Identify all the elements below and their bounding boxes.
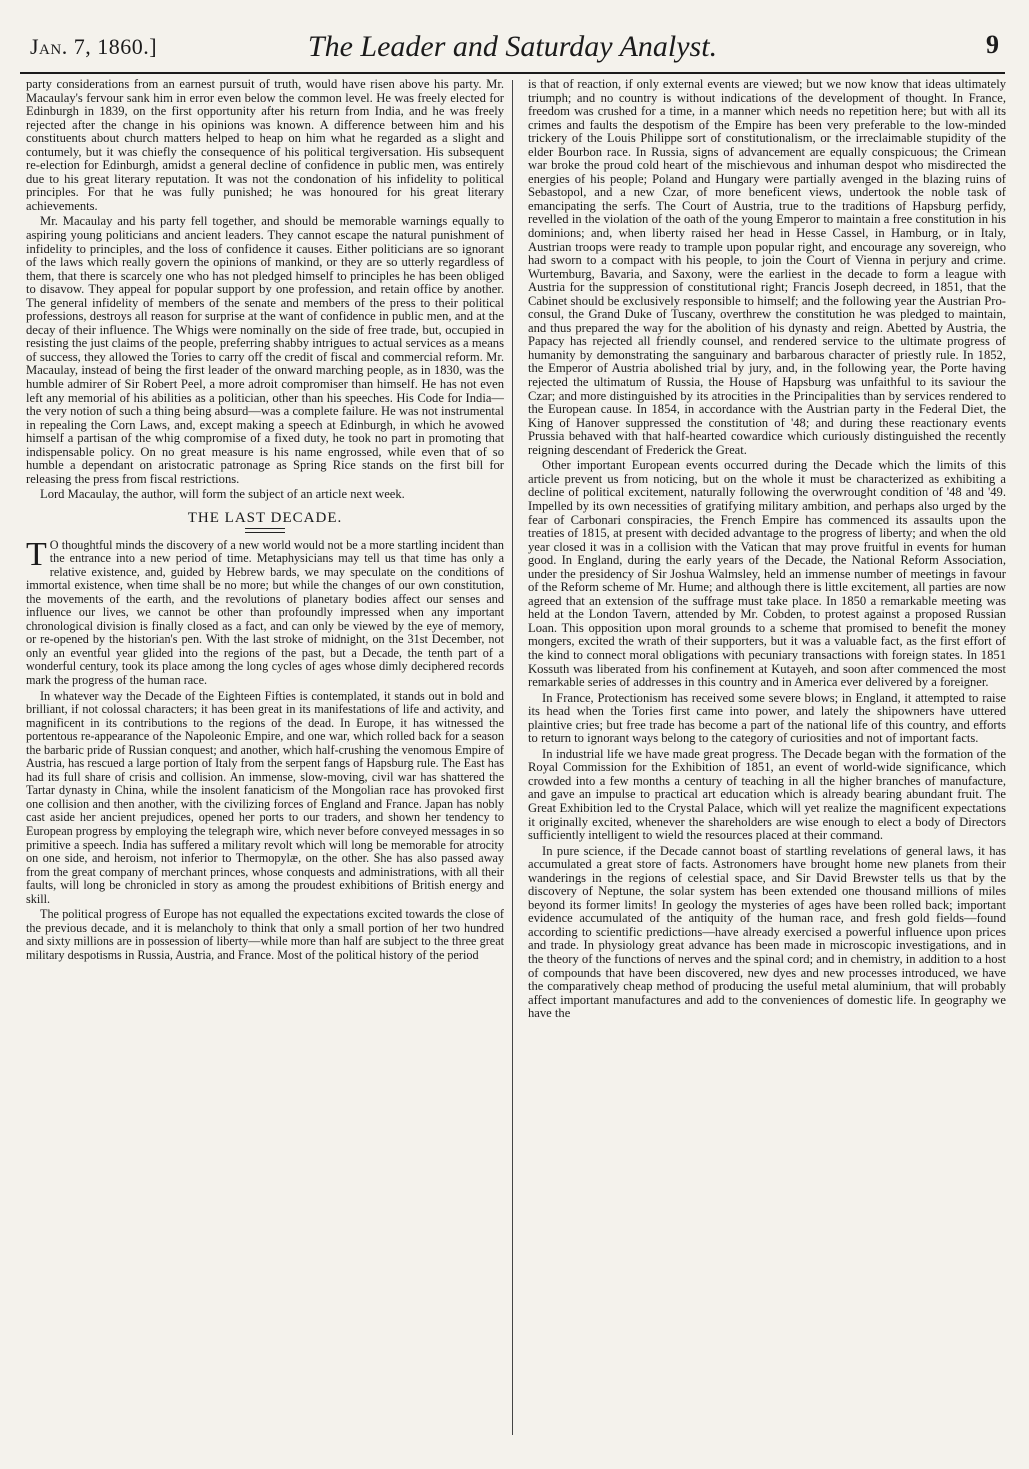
section-divider	[245, 528, 285, 533]
paragraph: In whatever way the Decade of the Eighteen Fifties is contemplated, it stands out in bold and brilliant, if not colossal characters; it has been great in its manifestations of life and activity, and magnificent in its contributions to the regions of the dead. In Europe, it has witnessed the portentous re-appearance of the Napoleonic Empire, and one war, which rolled back for a season the barbaric pride of Russian conquest; and another, which half-crushing the venomous Empire of Austria, has rescued a large portion of Italy from the serpent fangs of Hapsburg rule. The East has had its full share of crisis and collision. An immense, slow-moving, civil war has shattered the Tartar dynasty in China, while the insolent fanaticism of the Mongolian race has provoked first one collision and then another, with the civilizing forces of England and France. Japan has nobly cast aside her ancient prejudices, opened her ports to our traders, and shown her tendency to European progress by employing the telegraph wire, which never before conveyed messages in so primitive a speech. India has suffered a military revolt which will long be memorable for atrocity on one side, and heroism, not inferior to Thermopylæ, on the other. She has also passed away from the great company of merchant princes, whose conquests and administrations, with all their faults, will long be chronicled in story as among the proudest exhibitions of British energy and skill.	[26, 688, 504, 906]
paragraph: The political progress of Europe has not equalled the expectations excited towards the close of the previous decade, and it is melancholy to think that only a small portion of her two hundred and sixty millions are in possession of liberty—while more than half are subject to the three great military despotisms in Russia, Austria, and France. Most of the political history of the period	[26, 907, 504, 962]
left-column	[26, 78, 504, 1438]
column-divider	[512, 80, 513, 1435]
paragraph: is that of reaction, if only external events are viewed; but we now know that ideas ultimately triumph; and no country is without indications of the development of thought. In France, freedom was crushed for a time, in a manner which needs no repetition here; but with all its crimes and faults the despotism of the Empire has been very preferable to the low-minded trickery of the Louis Philippe sort of constitutionalism, or the irreclaimable stupidity of the elder Bourbon race. In Russia, signs of advancement are equally conspicuous; the Crimean war broke the proud cold heart of the mischievous and inhuman despot who misdirected the energies of his people; Poland and Hungary were partially avenged in the blazing ruins of Sebastopol, and a new Czar, of more beneficent views, undertook the noble task of emancipating the serfs. The Court of Austria, true to the traditions of Hapsburg perfidy, revelled in the violation of the oath of the young Emperor to maintain a free constitution in his dominions; and, when liberty raised her head in Hesse Cassel, in Hamburg, or in Italy, Austrian troops were ready to trample upon popular right, and encourage any sovereign, who had sworn to a compact with his people, to join the Court of Vienna in perjury and crime. Wurtemburg, Bavaria, and Saxony, were the earliest in the decade to form a league with Austria for the suppression of constitutional right; Francis Joseph decreed, in 1851, that the Cabinet should be exclusively responsible to himself; and the following year the Austrian Pro-consul, the Grand Duke of Tuscany, overthrew the constitution he was pledged to maintain, and thus prepared the way for the abolition of his dynasty and reign. Abetted by Austria, the Papacy has rejected all friendly counsel, and rendered service to the ultimate progress of humanity by demonstrating the sanguinary and barbarous character of priestly rule. In 1852, the Emperor of Austria abolished trial by jury, and, in the following year, the Porte having rejected the ultimatum of Russia, the House of Hapsburg was unfaithful to its saviour the Czar; and more distinguished by its atrocities in the Principalities than by services rendered to the European cause. In 1854, in accordance with the Austrian party in the Federal Diet, the King of Hanover suppressed the constitution of '48; and during these reactionary events Prussia behaved with that half-hearted cowardice which curiously distinguished the recently reigning descendant of Frederick the Great.	[528, 78, 1006, 457]
paragraph-text: O thoughtful minds the discovery of a new world would not be a more startling incident than the entrance into a new period of time. Metaphysicians may tell us that time has only a relative existence, and, guided by Hebrew bards, we may speculate on the conditions of immortal existence, when time shall be no more; but while the changes of our own constitution, the movements of the earth, and the revolutions of planetary bodies affect our senses and influence our lives, we cannot be other than profoundly impressed when any important chronological division is finally closed as a fact, and can only be viewed by the eye of memory, or re-opened by the historian's pen. With the last stroke of midnight, on the 31st December, not only an eventful year glided into the regions of the past, but a Decade, the tenth part of a wonderful century, took its place among the long cycles of ages whose dimly deciphered records mark the progress of the human race.	[26, 537, 504, 687]
issue-date: Jan. 7, 1860.]	[30, 34, 158, 59]
paragraph: In industrial life we have made great progress. The Decade began with the formation of the Royal Commission for the Exhibition of 1851, an event of world-wide significance, which crowded into a few months a century of teaching in all the higher branches of manufacture, and gave an impulse to practical art education which is already bearing abundant fruit. The Great Exhibition led to the Crystal Palace, which will yet realize the magnificent expectations it originally excited, whenever the shareholders are wise enough to elect a body of Directors sufficiently intelligent to wield the resources placed at their command.	[528, 746, 1006, 843]
paragraph: In France, Protectionism has received some severe blows; in England, it attempted to raise its head when the Tories first came into power, and lately the shipowners have uttered plaintive cries; but free trade has become a part of the national life of this country, and efforts to return to ignorant ways belong to the category of curiosities and not of important facts.	[528, 690, 1006, 746]
page-number: 9	[986, 30, 999, 59]
paragraph	[26, 535, 504, 688]
drop-cap: T	[26, 535, 47, 573]
paragraph: Lord Macaulay, the author, will form the subject of an article next week.	[40, 487, 405, 502]
paragraph: Mr. Macaulay and his party fell together, and should be memorable warnings equally to aspiring young politicians and ancient leaders. They cannot escape the natural punishment of infidelity to principles, and the loss of confidence it causes. Either politicians are so ignorant of the laws which really govern the opinions of mankind, or they are so utterly regardless of them, that there is scarcely one who has not pledged himself to principles he has been obliged to disavow. They appeal for popular support by one profession, and retain office by another. The general infidelity of members of the senate and members of the press to their political professions, destroys all reason for surprise at the want of confidence in public men, and at the decay of their influence. The Whigs were nominally on the side of free trade, but, occupied in resisting the just claims of the people, preferring shabby intrigues to actual services as a means of success, they allowed the Tories to carry off the credit of fiscal and commercial reform. Mr. Macaulay, instead of being the first leader of the onward marching people, as in 1830, was the humble admirer of Sir Robert Peel, a more adroit compromiser than himself. He has not even left any memorial of his abilities as a politician, other than his speeches. His Code for India—the very notion of such a thing being absurd—was a complete failure. He was not instrumental in repealing the Corn Laws, and, except making a speech at Edinburgh, in which he avowed himself a partisan of the whig compromise of a fixed duty, he took no part in promoting that indispensable policy. On no great measure is his name engrossed, while even that of so humble a dependant on aristocratic patronage as Spring Rice stands on the first bill for releasing the press from fiscal restrictions.	[26, 214, 504, 486]
paragraph: Other important European events occurred during the Decade which the limits of this article prevent us from noticing, but on the whole it must be characterized as exhibiting a decline of political excitement, naturally following the overwrought condition of '48 and '49. Impelled by its own necessities of gratifying military ambition, and perhaps also urged by the fear of Carbonari conspiracies, the French Empire has commenced its assaults upon the treaties of 1815, at present with decided advantage to the progress of liberty; and when the old year closed it was in a collision with the Vatican that may prove fruitful in events for human good. In England, during the early years of the Decade, the National Reform Association, under the presidency of Sir Joshua Walmsley, held an immense number of meetings in favour of the Reform scheme of Mr. Hume; and although there is little excitement, all parties are now agreed that an extension of the suffrage must take place. In 1850 a remarkable meeting was held at the London Tavern, attended by Mr. Cobden, to protest against a proposed Russian Loan. This opposition upon moral grounds to a scheme that promised to benefit the money mongers, excited the wrath of their supporters, but it was a valuable fact, as the first effort of the kind to connect moral obligations with pecuniary transactions with foreign states. In 1851 Kossuth was liberated from his confinement at Kutayeh, and soon after commenced the most remarkable series of addresses in this country and in America ever delivered by a foreigner.	[528, 458, 1006, 690]
paragraph: party considerations from an earnest pursuit of truth, would have risen above his party. Mr. Macaulay's fervour sank him in error even below the common level. He was freely elected for Edinburgh in 1839, on the first opportunity after his return from India, and he was freely rejected after the change in his opinions was known. A difference between him and his constituents about church matters helped to heap on him what he regarded as a slight and contumely, but it was chiefly the consequence of his political tergiversation. His subsequent re-election for Edinburgh, amidst a general decline of confidence in public men, was entirely due to his great literary reputation. It was not the condonation of his infidelity to political principles. For that he was fully punished; he was honoured for his great literary achievements.	[26, 78, 504, 213]
paragraph: In pure science, if the Decade cannot boast of startling revelations of general laws, it has accumulated a great store of facts. Astronomers have brought home new planets from their wanderings in the regions of celestial space, and Sir David Brewster tells us that by the discovery of Neptune, the solar system has been extended one thousand millions of miles beyond its former limits! In geology the mysteries of ages have been rolled back; important evidence accumulated of the antiquity of the human race, and fresh gold fields—found according to scientific predictions—have already exercised a powerful influence upon prices and trade. In physiology great advance has been made in microscopic investigations, and in the theory of the functions of nerves and the spinal cord; and in chemistry, in addition to a host of compounds that have been discovered, new dyes and new processes introduced, we have the comparatively cheap method of producing the useful metal aluminium, that will probably affect important manufactures and add to the conveniences of domestic life. In geography we have the	[528, 843, 1006, 1021]
section-title: THE LAST DECADE.	[187, 509, 343, 526]
right-column	[528, 78, 1006, 1438]
publication-title: The Leader and Saturday Analyst.	[307, 30, 718, 63]
page-header	[20, 26, 1005, 74]
